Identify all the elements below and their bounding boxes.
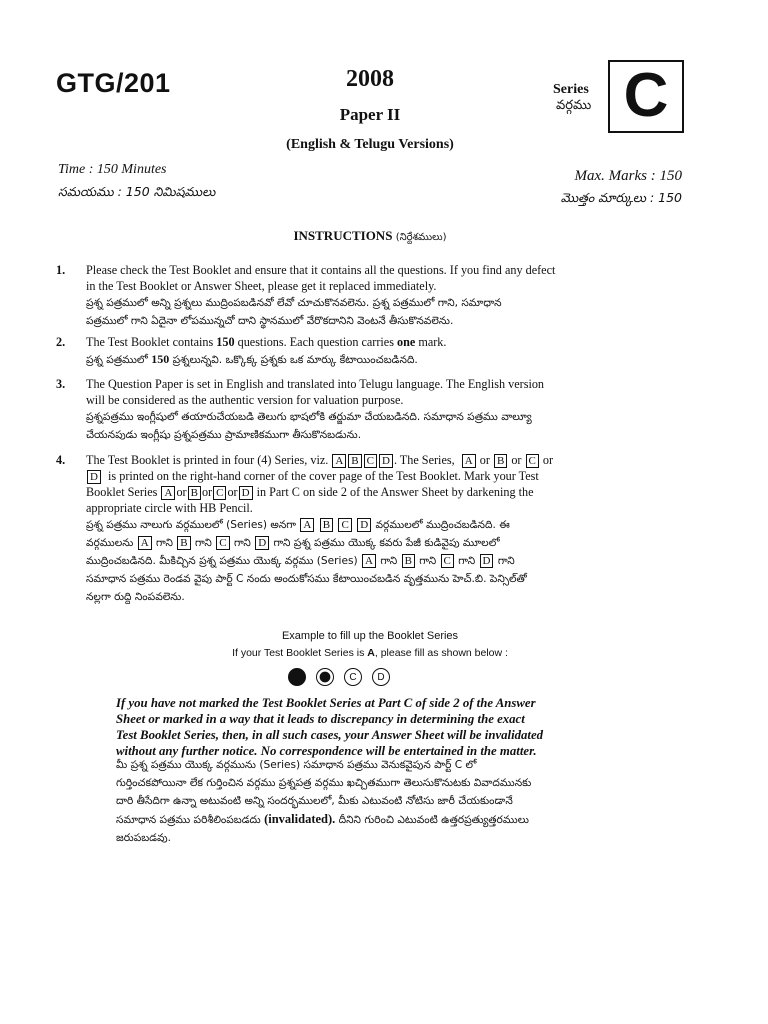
- item-number: 3.: [56, 377, 66, 391]
- warning-telugu-line2: గుర్తించకపోయినా లేక గుర్తించిన వర్గము ప్రశ్నపత్ర వర్గము ఖచ్చితముగా తెలుసుకొనుటకు వివాదమునకు: [116, 777, 532, 789]
- instruction-item-4: [56, 452, 696, 606]
- warning-telugu-line4: సమాధాన పత్రము పరిశీలింపబడదు (invalidated). దీనిని గురించి ఎటువంటి ఉత్తరప్రత్యుత్తరములు: [116, 812, 529, 826]
- exam-year: 2008: [346, 66, 394, 92]
- warning-telugu-line5: జరుపబడవు.: [116, 832, 171, 844]
- warning-english-line4: without any further notice. No correspondence will be entertained in the matter.: [116, 744, 537, 758]
- example-subtitle: If your Test Booklet Series is A, please fill as shown below :: [232, 647, 508, 659]
- series-label-telugu: వర్గము: [556, 98, 592, 113]
- instructions-title-telugu: (నిర్దేశములు): [395, 232, 447, 243]
- circle-a-filled: [288, 668, 306, 686]
- item4-telugu-line2: వర్గములను A గాని B గాని C గాని D గాని ప్రశ్న పత్రము యొక్క కవరు పేజీ కుడివైపు మూలలో: [86, 537, 500, 549]
- exam-code: GTG/201: [56, 68, 171, 98]
- instruction-item-1: [56, 262, 696, 330]
- instruction-item-3: [56, 376, 696, 444]
- max-marks-telugu: మొత్తం మార్కులు : 150: [560, 190, 682, 205]
- warning-english-line3: Test Booklet Series, then, in all such cases, your Answer Sheet will be invalidated: [116, 728, 544, 742]
- item4-english-line4: appropriate circle with HB Pencil.: [86, 501, 253, 515]
- instructions-title: INSTRUCTIONS: [293, 228, 393, 243]
- item4-english-line3: Booklet Series A or B or C or D in Part C on side 2 of the Answer Sheet by darkening the: [86, 485, 534, 499]
- item1-english-line1: Please check the Test Booklet and ensure that it contains all the questions. If you find any defect: [86, 263, 556, 277]
- max-marks-english: Max. Marks : 150: [574, 168, 682, 184]
- item4-telugu-line5: నల్లగా రుద్ది నింపవలెను.: [86, 591, 185, 603]
- item3-telugu-line2: చేయనపుడు ఇంగ్లీషు ప్రశ్నపత్రము ప్రామాణికముగా తీసుకొనబడును.: [86, 429, 362, 441]
- item2-english-line1: The Test Booklet contains 150 questions. Each question carries one mark.: [86, 335, 447, 349]
- instruction-item-2: [56, 334, 696, 369]
- item2-telugu-line1: ప్రశ్న పత్రములో 150 ప్రశ్నలున్నవి. ఒక్కొక్క ప్రశ్నకు ఒక మార్కు కేటాయించబడినది.: [86, 352, 418, 366]
- warning-english-line2: Sheet or marked in a way that it leads to discrepancy in determining the exact: [116, 712, 525, 726]
- item1-english-line2: in the Test Booklet or Answer Sheet, please get it replaced immediately.: [86, 279, 437, 293]
- circle-c: C: [344, 668, 362, 686]
- instructions-heading: [0, 228, 740, 245]
- example-title: Example to fill up the Booklet Series: [281, 630, 459, 642]
- warning-telugu: [116, 756, 706, 847]
- paper-title: Paper II: [339, 105, 401, 124]
- item4-telugu-line1: ప్రశ్న పత్రము నాలుగు వర్గములలో (Series) అనగా A B C D వర్గములలో ముద్రించబడినది. ఈ: [86, 519, 510, 531]
- item-number: 4.: [56, 453, 66, 467]
- item4-telugu-line3: ముద్రించబడినది. మీకిచ్చిన ప్రశ్న పత్రము యొక్క వర్గము (Series) A గాని B గాని C గాని D గాని: [86, 555, 515, 567]
- versions-note: (English & Telugu Versions): [286, 137, 454, 152]
- item1-telugu-line1: ప్రశ్న పత్రములో అన్ని ప్రశ్నలు ముద్రింపబడినవో లేవో చూచుకొనవలెను. ప్రశ్న పత్రములో గాని, సమాధాన: [86, 297, 502, 309]
- item-number: 2.: [56, 335, 66, 349]
- circle-b: B: [316, 668, 334, 686]
- series-letter-box: C: [608, 60, 684, 133]
- time-english: Time : 150 Minutes: [58, 162, 167, 177]
- item1-telugu-line2: పత్రములో గాని ఏదైనా లోపమున్నచో దాని స్థానములో వేరొకదానిని వెంటనే తీసుకొనవలెను.: [86, 315, 454, 327]
- warning-telugu-line3: దారి తీసేదిగా ఉన్నా అటువంటి అన్ని సందర్భములలో, మీకు ఎటువంటి నోటిసు జారీ చేయకుండానే: [116, 795, 513, 807]
- item4-english-line2: D is printed on the right-hand corner of the cover page of the Test Booklet. Mark your Test: [86, 468, 696, 484]
- circle-d: D: [372, 668, 390, 686]
- example-circles: [288, 668, 390, 686]
- series-label: Series: [553, 82, 589, 97]
- item3-english-line2: will be considered as the authentic version for valuation purpose.: [86, 393, 404, 407]
- item-number: 1.: [56, 263, 66, 277]
- warning-english: [116, 695, 686, 759]
- item3-english-line1: The Question Paper is set in English and translated into Telugu language. The English version: [86, 377, 545, 391]
- item4-english-line1: The Test Booklet is printed in four (4) Series, viz. A B C D . The Series, A or B or C or: [86, 453, 554, 467]
- item4-telugu-line4: సమాధాన పత్రము రెండవ వైపు పార్ట్ C నందు అందుకోసము కేటాయించబడిన వృత్తమును హెచ్.బి. పెన్సిల్‌తో: [86, 573, 527, 585]
- item3-telugu-line1: ప్రశ్నపత్రము ఇంగ్లీషులో తయారుచేయబడి తెలుగు భాషలోకి తర్జుమా చేయబడినది. సమాధాన పత్రము వాల్యూ: [86, 411, 532, 423]
- time-telugu: సమయము : 150 నిమిషములు: [58, 184, 216, 199]
- warning-telugu-line1: మీ ప్రశ్న పత్రము యొక్క వర్గమును (Series) సమాధాన పత్రము వెనుకవైపున పార్ట్ C లో: [116, 759, 477, 771]
- warning-english-line1: If you have not marked the Test Booklet Series at Part C of side 2 of the Answer: [116, 696, 536, 710]
